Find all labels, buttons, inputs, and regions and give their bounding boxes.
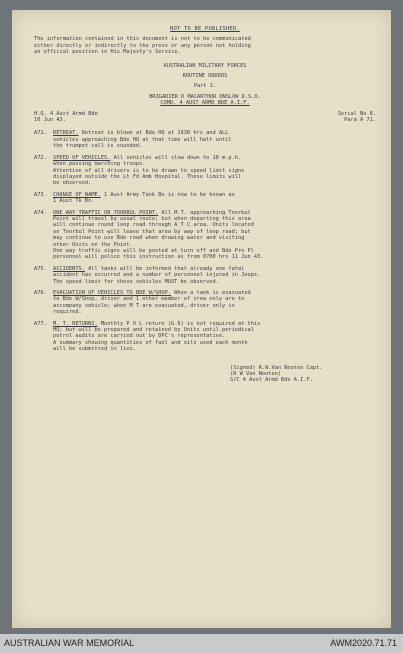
paragraph-first-line: Retreat is blown at Bde HQ at 1630 hrs and ALL	[78, 130, 229, 137]
paragraph-number: A77.	[34, 320, 47, 327]
notice-line: either directly or indirectly to the press or any person not holding	[34, 42, 251, 49]
issue-date: 10 Jun 43.	[34, 117, 66, 124]
paragraph-line: required.	[53, 309, 82, 316]
restriction-heading: NOT TO BE PUBLISHED.	[170, 26, 240, 32]
paragraph-line: HQ; but will be prepared and retained by Units until periodical	[53, 327, 254, 334]
paragraph-first-line: All tanks will be informed that already one fatal	[84, 265, 245, 272]
paragraph-line: displayed outside the Lt Fd Amb Hospital. These limits will	[53, 173, 242, 180]
document-page	[12, 10, 391, 628]
paragraph-title: SPEED OF VEHICLES.	[53, 154, 111, 161]
order-paragraph	[34, 155, 376, 187]
notice-line: The information contained in this document is not to be communicated	[34, 36, 251, 43]
paragraph-text	[53, 290, 376, 316]
paragraph-number: A76.	[34, 290, 47, 296]
paragraph-text	[53, 210, 376, 261]
paragraph-title: EVACUATION OF VEHICLES TO BDE W/SHOP.	[53, 290, 171, 296]
issuer-line: BRIGADIER D MACARTHUR ONSLOW D.S.O.	[149, 93, 261, 100]
order-paragraph	[34, 321, 376, 353]
paragraph-number: A71.	[34, 130, 47, 137]
order-paragraph	[34, 290, 376, 316]
paragraph-number: A74.	[34, 209, 47, 216]
part-heading: Part 1.	[193, 83, 217, 90]
order-paragraph	[34, 130, 376, 149]
paragraph-line: accident has occurred and a number of personnel injured in Jeeps.	[53, 272, 261, 279]
paragraph-line: Point will travel by usual route; but when departing this area	[53, 215, 251, 222]
archive-id: AWM2020.71.71	[330, 638, 397, 648]
paragraph-text	[53, 130, 376, 149]
order-paragraph	[34, 192, 376, 205]
paragraph-number: A75.	[34, 265, 47, 272]
paragraph-text	[53, 266, 376, 285]
paragraph-list	[34, 130, 376, 352]
signature-line: (Signed) R.W.Van Nooten Capt.	[230, 364, 323, 371]
paragraph-line: the trumpet call is sounded.	[53, 143, 143, 150]
paragraph-line: to Bde W/Shop, driver and 1 other member of crew only are to	[53, 296, 245, 303]
paragraph-line: The speed limit for these vehicles MUST be observed.	[53, 278, 219, 285]
paragraph-text	[53, 192, 376, 205]
serial-number: Serial No 8.	[337, 110, 376, 117]
paragraph-title: ACCIDENTS.	[53, 265, 85, 272]
paragraph-number: A72.	[34, 154, 47, 161]
paragraph-first-line: Monthly P O L return (G 6) is not required at this	[97, 320, 261, 327]
paragraph-text	[53, 155, 376, 187]
routine-orders	[34, 26, 376, 384]
signature-line: (R W Van Nooten)	[230, 371, 282, 378]
paragraph-title: CHANGE OF NAME.	[53, 191, 101, 198]
paragraph-line: on Toorbul Point will leave that area by way of loop road; but	[53, 228, 251, 235]
archive-footer	[0, 634, 403, 653]
paragraph-line: other Units on the Point.	[53, 241, 133, 248]
paragraph-line: when passing marching troops.	[53, 161, 146, 168]
signature-line: S/C 4 Aust Armd Bde A.I.F.	[230, 377, 313, 384]
paragraph-line: be observed.	[53, 180, 92, 187]
paragraph-title: RETREAT.	[53, 130, 79, 137]
paragraph-title: M. T. RETURNS.	[53, 320, 98, 327]
para-number: Para A 71.	[344, 117, 376, 124]
notice-line: an official position in His Majesty's Service.	[34, 49, 181, 56]
paragraph-title: ONE WAY TRAFFIC ON TOORBUL POINT.	[53, 209, 159, 216]
paragraph-line: may continue to use Bde road when drawing water and visiting	[53, 235, 245, 242]
paragraph-first-line: All M.T. approaching Toorbul	[158, 209, 251, 216]
paragraph-first-line: When a tank is evacuated	[171, 290, 251, 296]
force-heading: AUSTRALIAN MILITARY FORCES	[163, 62, 247, 69]
orders-heading: ROUTINE ORDERS	[182, 73, 228, 80]
signature-block	[230, 365, 376, 384]
paragraph-line: will continue round loop road through A T C area. Units located	[53, 222, 254, 229]
command-line: COMD. 4 AUST ARMD BDE A.I.F.	[160, 100, 250, 107]
paragraph-line: personnel will police this instruction as from 0700 hrs 11 Jun 43.	[53, 254, 264, 261]
paragraph-text	[53, 321, 376, 353]
order-paragraph	[34, 266, 376, 285]
paragraph-line: Attention of all drivers is to be drawn to speed limit signs	[53, 167, 245, 174]
paragraph-first-line: 1 Aust Army Tank Bn is now to be known as	[100, 191, 235, 198]
archive-name: AUSTRALIAN WAR MEMORIAL	[4, 638, 135, 648]
paragraph-line: will be submitted in lieu.	[53, 346, 136, 353]
paragraph-first-line: All vehicles will slow down to 10 m.p.h.	[110, 154, 242, 161]
paragraph-line: 1 Aust Tk Bn.	[53, 198, 95, 205]
order-paragraph	[34, 210, 376, 261]
paragraph-line: A summary showing quantities of fuel and oils used each month	[53, 339, 248, 346]
paragraph-line: One way traffic signs will be posted at turn off and Bde Pro Pl	[53, 247, 254, 254]
paragraph-line: accompany vehicle; when M T are evacuated, driver only is	[53, 302, 235, 309]
paragraph-line: vehicles approaching Bde HQ at that time will halt until	[53, 136, 232, 143]
paragraph-number: A73.	[34, 191, 47, 198]
hq-label: H.Q. 4 Aust Armd Bde	[34, 110, 98, 117]
paragraph-line: petrol audits are carried out by DPC's representative.	[53, 333, 226, 340]
